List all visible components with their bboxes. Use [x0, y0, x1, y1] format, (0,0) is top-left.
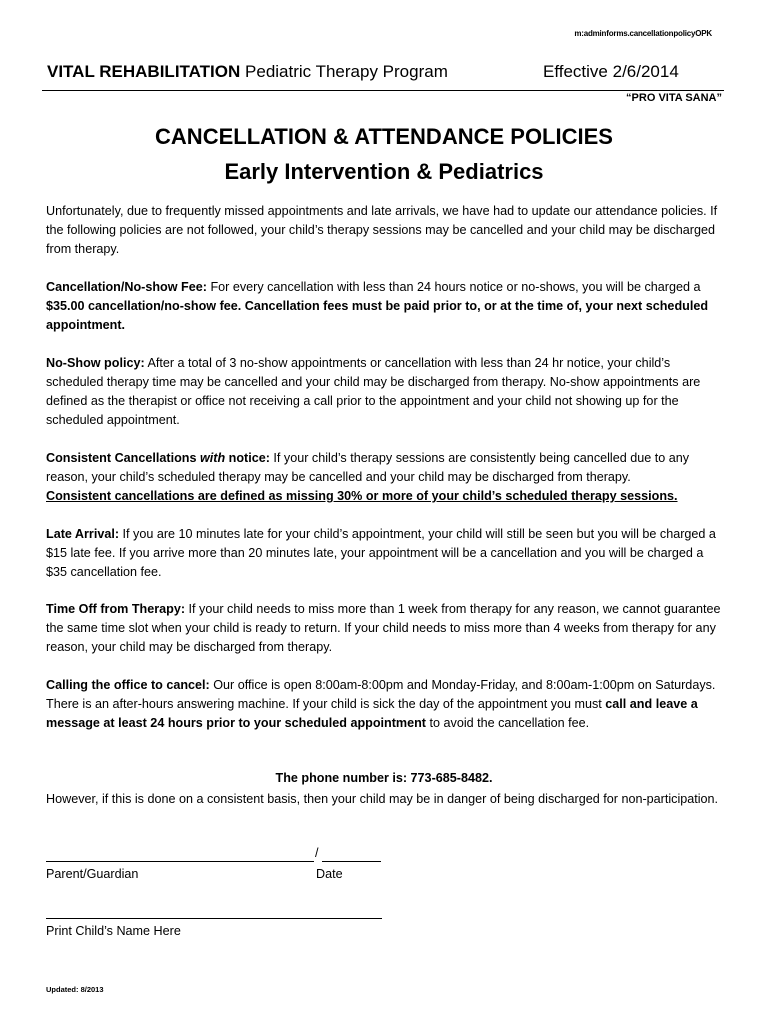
date-line — [322, 861, 381, 862]
late-arrival-text: If you are 10 minutes late for your child’s appointment, your child will still be seen but you will be charged a $15 late fee. If you arrive more than 20 minutes late, your appointment will be a cancellation and you will be charged a $35 cancellation fee. — [46, 527, 716, 579]
calling-paragraph — [46, 676, 726, 733]
file-path: m:adminforms.cancellationpolicyOPK — [574, 29, 712, 38]
signature-slash: / — [315, 846, 319, 860]
cancellation-fee-heading: Cancellation/No-show Fee: — [46, 280, 207, 294]
motto: “PRO VITA SANA” — [626, 92, 722, 104]
effective-date: Effective 2/6/2014 — [543, 62, 679, 81]
calling-heading: Calling the office to cancel: — [46, 678, 210, 692]
consistent-text: If your child’s therapy sessions are consistently being cancelled due to any reason, your child’s scheduled therapy may be cancelled and your child may be discharged from therapy. — [46, 451, 690, 484]
consistent-heading-with: with — [199, 451, 226, 465]
consistent-heading-a: Consistent Cancellations — [46, 451, 200, 465]
time-off-text: If your child needs to miss more than 1 week from therapy for any reason, we cannot guarantee the same time slot when your child is ready to return. If your child needs to miss more than 4 weeks from therapy for any reason, your child may be discharged from therapy. — [46, 602, 721, 654]
consistent-heading-b: notice: — [225, 451, 270, 465]
calling-bold: call and leave a message at least 24 hours prior to your scheduled appointment — [46, 697, 698, 730]
cancellation-fee-bold: $35.00 cancellation/no-show fee. Cancellation fees must be paid prior to, or at the time of, your next scheduled appointment. — [46, 299, 709, 332]
letterhead — [42, 60, 724, 91]
no-show-paragraph — [46, 354, 726, 430]
time-off-paragraph — [46, 600, 726, 657]
updated-date: Updated: 8/2013 — [46, 985, 104, 994]
phone-number-line: The phone number is: 773-685-8482. — [275, 771, 493, 785]
date-label: Date — [316, 867, 343, 881]
late-arrival-paragraph — [46, 525, 726, 582]
parent-guardian-label: Parent/Guardian — [46, 867, 139, 881]
child-name-label: Print Child’s Name Here — [46, 924, 181, 938]
child-name-line — [46, 918, 382, 919]
late-arrival-heading: Late Arrival: — [46, 527, 120, 541]
page-subtitle: Early Intervention & Pediatrics — [224, 159, 544, 184]
consistent-definition: Consistent cancellations are defined as missing 30% or more of your child’s scheduled therapy sessions. — [46, 489, 678, 503]
intro-paragraph: Unfortunately, due to frequently missed appointments and late arrivals, we have had to update our attendance policies. If the following policies are not followed, your child’s therapy sessions may be cancelled and your child may be discharged from therapy. — [46, 204, 718, 256]
warning-paragraph: However, if this is done on a consistent basis, then your child may be in danger of being discharged for non-participation. — [46, 792, 719, 806]
cancellation-fee-text: For every cancellation with less than 24 hours notice or no-shows, you will be charged a — [206, 280, 701, 294]
calling-tail: to avoid the cancellation fee. — [426, 716, 590, 730]
parent-signature-line — [46, 861, 314, 862]
consistent-paragraph — [46, 449, 726, 506]
consistent-heading — [46, 451, 270, 465]
time-off-heading: Time Off from Therapy: — [46, 602, 186, 616]
cancellation-fee-paragraph — [46, 278, 726, 335]
org-name: VITAL REHABILITATION — [47, 62, 241, 81]
no-show-text: After a total of 3 no-show appointments or cancellation with less than 24 hr notice, your child’s scheduled therapy time may be cancelled and your child may be discharged from therapy. No-show appointments are defined as the therapist or office not receiving a call prior to the appointment and your child not showing up for the scheduled appointment. — [46, 356, 701, 427]
org-line — [47, 62, 448, 82]
calling-text: Our office is open 8:00am-8:00pm and Monday-Friday, and 8:00am-1:00pm on Saturdays. There is an after-hours answering machine. If your child is sick the day of the appointment you must — [46, 678, 716, 711]
no-show-heading: No-Show policy: — [46, 356, 145, 370]
program-name: Pediatric Therapy Program — [240, 62, 448, 81]
page-title: CANCELLATION & ATTENDANCE POLICIES — [155, 124, 613, 149]
